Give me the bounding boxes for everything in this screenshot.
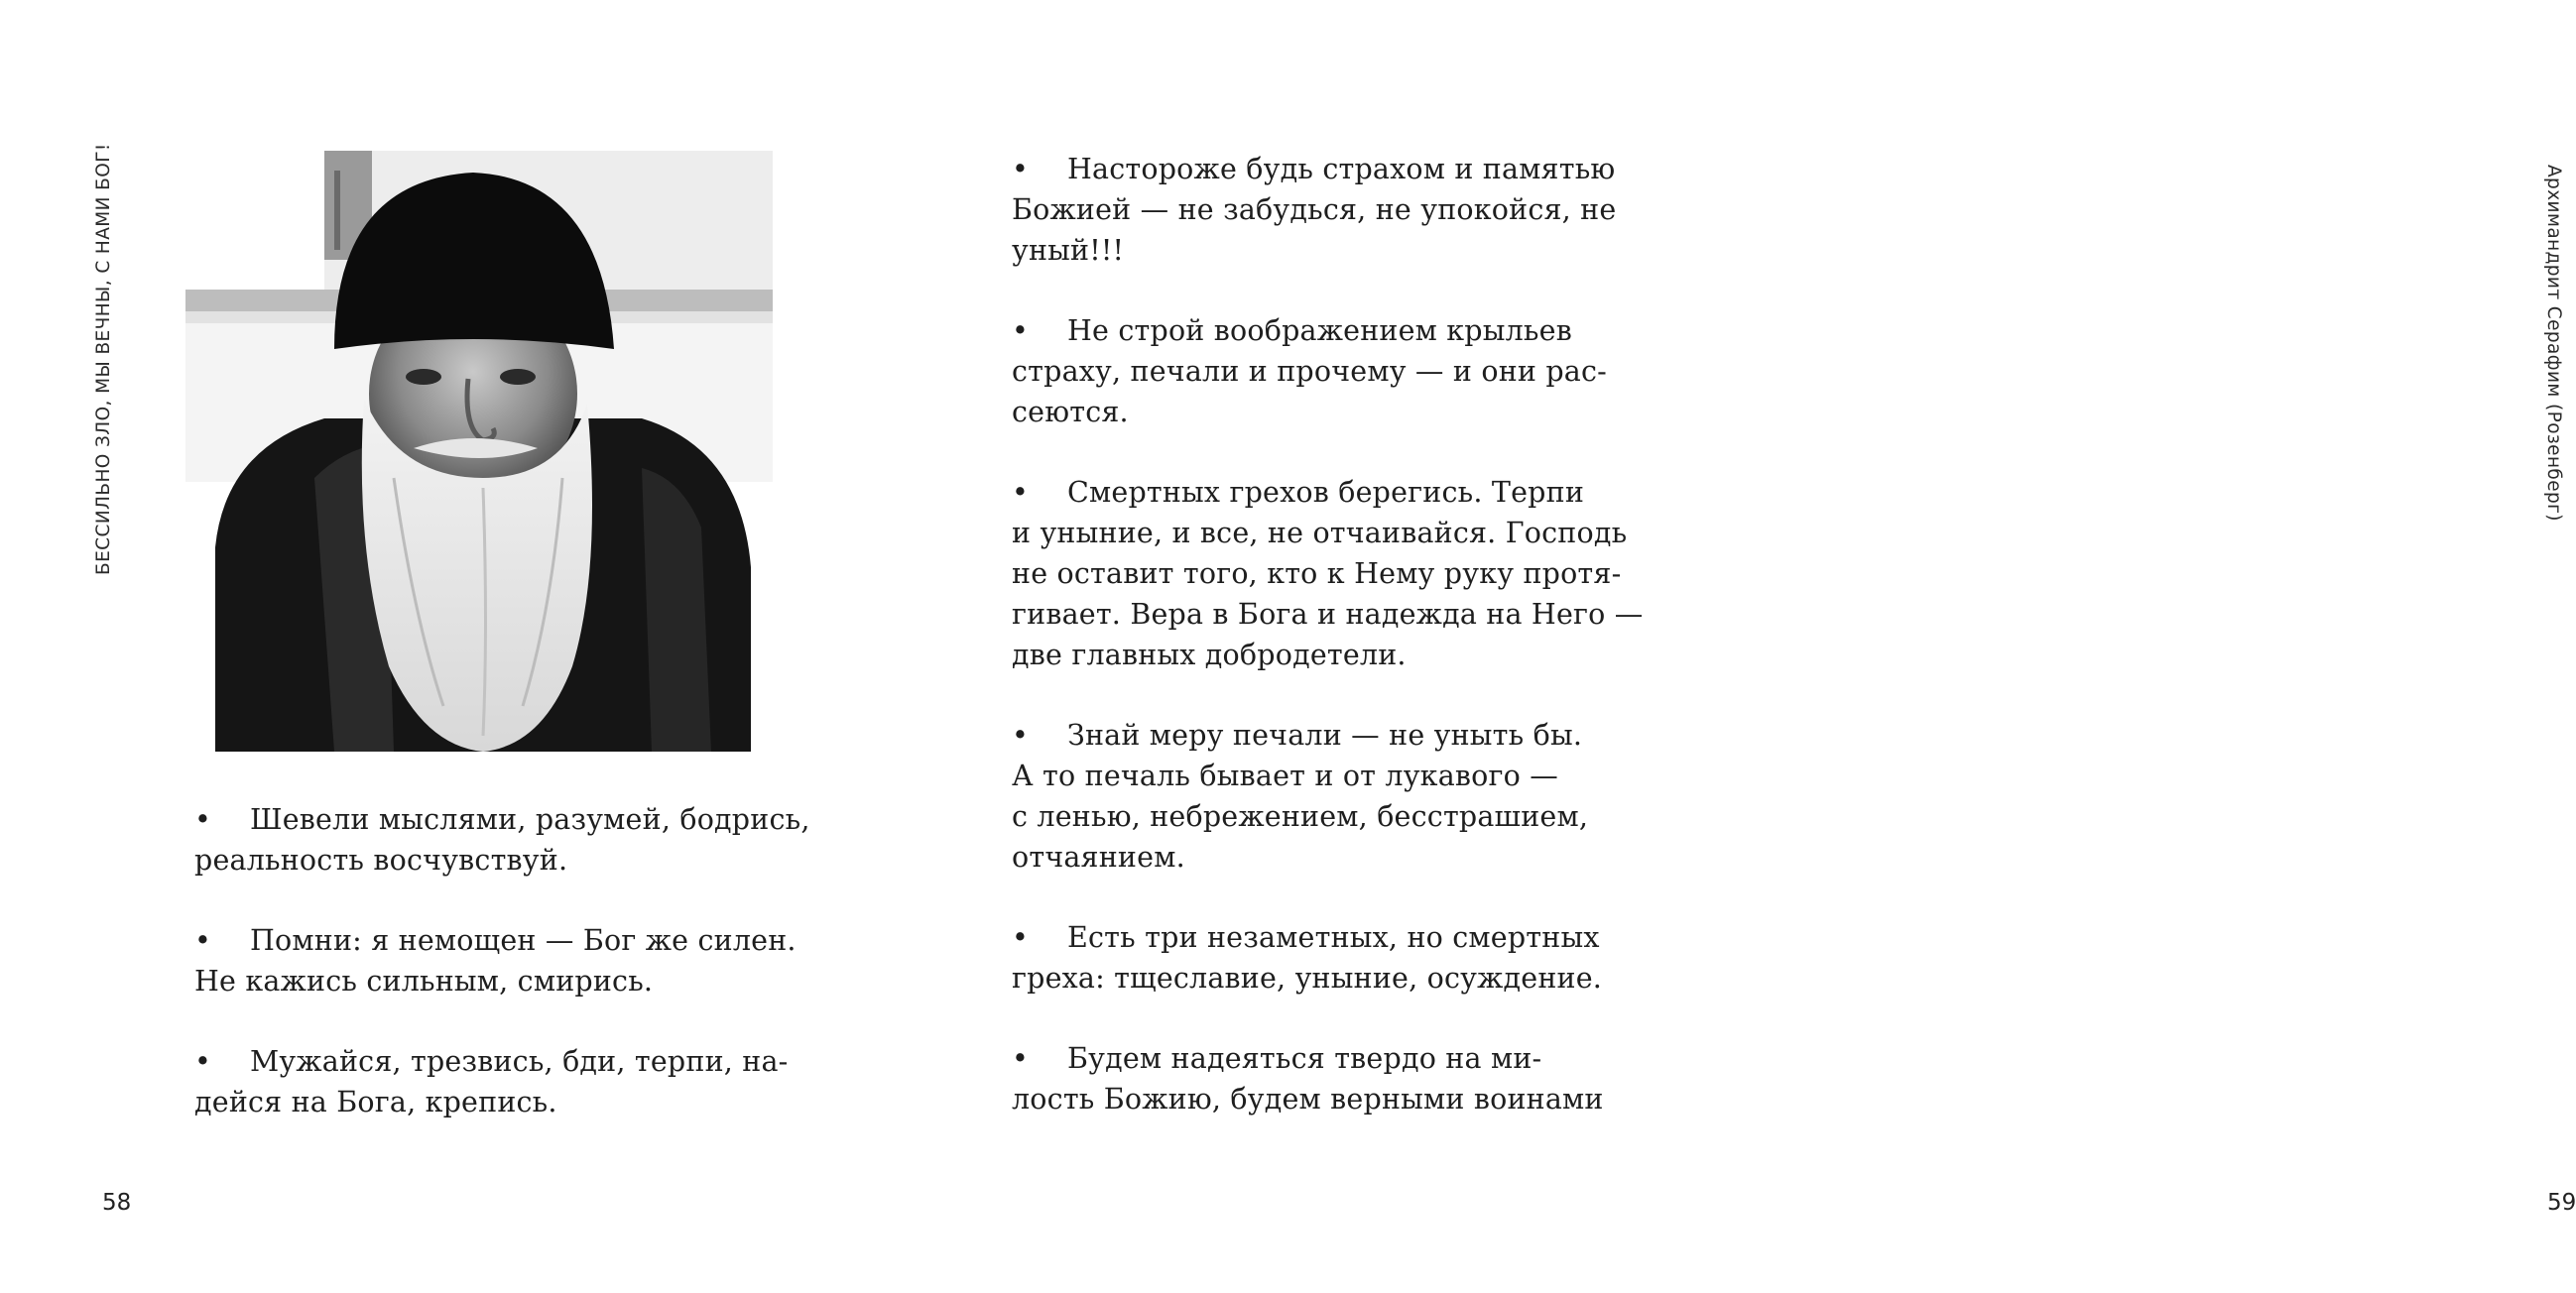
maxim: [1012, 917, 1607, 999]
maxim-line: уный!!!: [1012, 234, 1125, 267]
maxim-line: [1012, 149, 1616, 189]
maxim-line: [1012, 1038, 1607, 1079]
maxim: [1012, 310, 1607, 432]
maxim-text: Будем надеяться твердо на ми-: [1067, 1042, 1542, 1075]
maxim-line: [1012, 917, 1607, 958]
right-text-column: [1012, 149, 1644, 1159]
bullet-icon: •: [1012, 921, 1030, 954]
maxim-line: Не кажись сильным, смирись.: [194, 965, 654, 998]
running-head-right: Архимандрит Серафим (Розенберг): [2543, 165, 2564, 522]
monk-portrait-photo: [185, 151, 773, 752]
maxim-line: греха: тщеславие, уныние, осуждение.: [1012, 962, 1603, 995]
running-head-left: БЕССИЛЬНО ЗЛО, МЫ ВЕЧНЫ, С НАМИ БОГ!: [93, 143, 114, 575]
bullet-icon: •: [194, 1045, 212, 1078]
maxim: [194, 799, 810, 881]
maxim-text: Не строй воображением крыльев: [1067, 314, 1572, 347]
maxim-line: и уныние, и все, не отчаивайся. Господь: [1012, 517, 1628, 549]
left-page: [0, 0, 883, 1293]
maxim-text: Настороже будь страхом и памятью: [1067, 153, 1616, 185]
maxim-line: страху, печали и прочему — и они рас-: [1012, 355, 1607, 388]
maxim-line: сеются.: [1012, 396, 1129, 428]
maxim-line: [1012, 472, 1607, 513]
bullet-icon: •: [1012, 153, 1030, 185]
bullet-icon: •: [194, 924, 212, 957]
maxim-text: Есть три незаметных, но смертных: [1067, 921, 1600, 954]
maxim-line: гивает. Вера в Бога и надежда на Него —: [1012, 598, 1644, 631]
maxim: [194, 920, 797, 1001]
maxim-line: [1012, 310, 1607, 351]
maxim-line: отчаянием.: [1012, 841, 1185, 874]
maxim-text: Шевели мыслями, разумей, бодрись,: [250, 803, 810, 836]
maxim: [194, 1041, 790, 1122]
maxim-line: с ленью, небрежением, бесстрашием,: [1012, 800, 1589, 833]
maxim-text: Знай меру печали — не уныть бы.: [1067, 719, 1583, 752]
page-number-right: 59: [2547, 1190, 2576, 1216]
maxim-text: Помни: я немощен — Бог же силен.: [250, 924, 797, 957]
maxim-line: [1012, 715, 1607, 756]
maxim: [1012, 472, 1644, 675]
maxim-line: реальность восчувствуй.: [194, 844, 568, 877]
maxim-line: не оставит того, кто к Нему руку протя-: [1012, 557, 1622, 590]
maxim: [1012, 715, 1607, 878]
maxim-line: дейся на Бога, крепись.: [194, 1086, 557, 1118]
maxim-line: две главных добродетели.: [1012, 639, 1407, 671]
bullet-icon: •: [1012, 314, 1030, 347]
bullet-icon: •: [1012, 1042, 1030, 1075]
page-number-left: 58: [102, 1190, 132, 1216]
maxim-line: А то печаль бывает и от лукавого —: [1012, 760, 1558, 792]
maxim-line: [194, 920, 797, 961]
maxim-line: [194, 799, 810, 840]
maxim-text: Мужайся, трезвись, бди, терпи, на-: [250, 1045, 789, 1078]
maxim: [1012, 1038, 1607, 1119]
maxim: [1012, 149, 1617, 271]
bullet-icon: •: [1012, 476, 1030, 509]
maxim-line: лость Божию, будем верными воинами: [1012, 1083, 1604, 1116]
bullet-icon: •: [194, 803, 212, 836]
maxim-text: Смертных грехов берегись. Терпи: [1067, 476, 1585, 509]
bullet-icon: •: [1012, 719, 1030, 752]
left-text-column: [194, 799, 810, 1162]
maxim-line: [194, 1041, 790, 1082]
maxim-line: Божией — не забудься, не упокойся, не: [1012, 193, 1617, 226]
